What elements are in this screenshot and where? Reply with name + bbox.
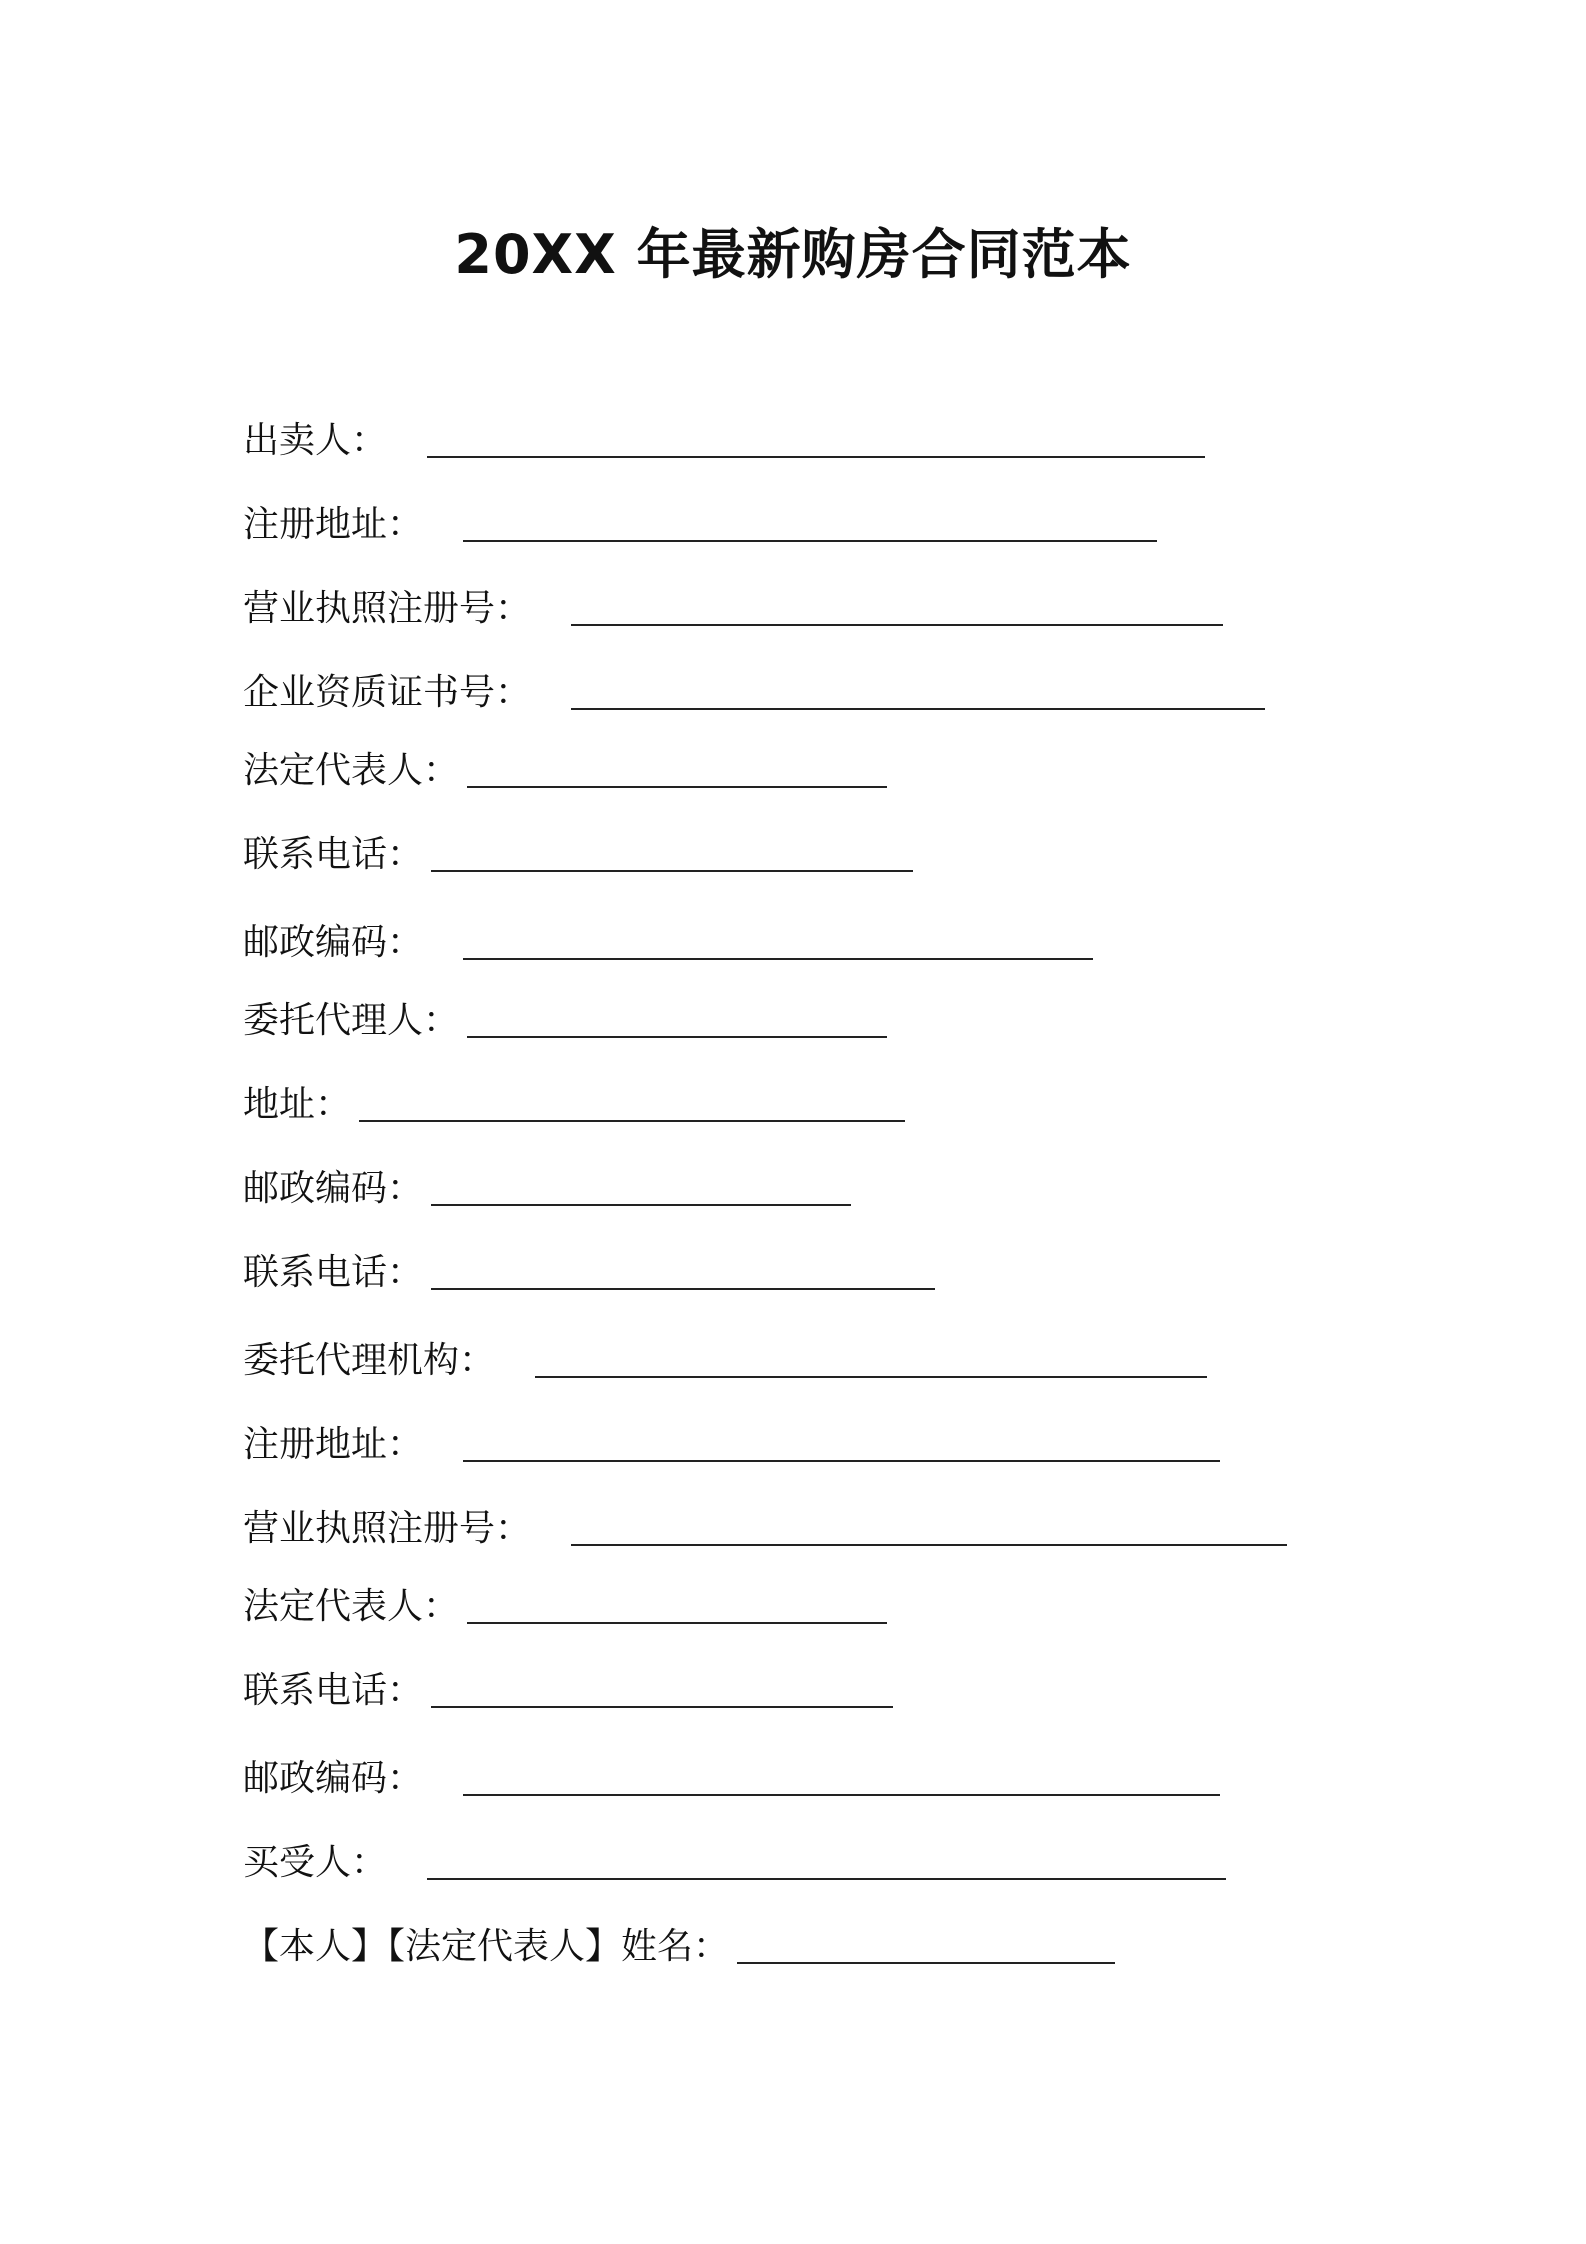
blank-line[interactable] [431,1204,851,1206]
field-label: 委托代理机构： [243,1340,496,1381]
field-postal-code [243,916,1093,970]
blank-line[interactable] [463,1460,1220,1462]
field-address [243,1078,905,1132]
field-business-license-number [243,1502,1287,1556]
field-phone [243,1664,893,1718]
field-label: 联系电话： [243,1670,424,1711]
field-label: 营业执照注册号： [243,1508,532,1549]
field-buyer [243,1836,1226,1890]
blank-line[interactable] [535,1376,1207,1378]
field-postal-code [243,1162,851,1216]
blank-line[interactable] [427,1878,1226,1880]
blank-line[interactable] [467,1036,887,1038]
field-legal-representative [243,1580,887,1634]
field-label: 企业资质证书号： [243,672,532,713]
field-label: 【本人】【法定代表人】姓名： [243,1926,730,1967]
field-label: 联系电话： [243,1252,424,1293]
blank-line[interactable] [431,870,913,872]
field-registered-address [243,1418,1220,1472]
blank-line[interactable] [737,1962,1115,1964]
field-label: 法定代表人： [243,1586,460,1627]
field-label: 邮政编码： [243,1758,424,1799]
blank-line[interactable] [467,786,887,788]
blank-line[interactable] [431,1288,935,1290]
blank-line[interactable] [467,1622,887,1624]
field-label: 注册地址： [243,1424,424,1465]
field-agency [243,1334,1207,1388]
field-registered-address [243,498,1157,552]
field-label: 法定代表人： [243,750,460,791]
field-label: 营业执照注册号： [243,588,532,629]
field-qualification-certificate-number [243,666,1265,720]
field-label: 联系电话： [243,834,424,875]
blank-line[interactable] [571,708,1265,710]
field-label: 买受人： [243,1842,388,1883]
field-postal-code [243,1752,1220,1806]
blank-line[interactable] [571,624,1223,626]
blank-line[interactable] [463,958,1093,960]
field-label: 地址： [243,1084,352,1125]
blank-line[interactable] [463,540,1157,542]
field-buyer-name [243,1920,1115,1974]
field-label: 邮政编码： [243,1168,424,1209]
blank-line[interactable] [463,1794,1220,1796]
field-label: 出卖人： [243,420,388,461]
document-title: 20XX 年最新购房合同范本 [454,223,1132,286]
field-phone [243,1246,935,1300]
blank-line[interactable] [427,456,1205,458]
blank-line[interactable] [571,1544,1287,1546]
field-legal-representative [243,744,887,798]
field-label: 委托代理人： [243,1000,460,1041]
field-business-license-number [243,582,1223,636]
blank-line[interactable] [431,1706,893,1708]
blank-line[interactable] [359,1120,905,1122]
field-seller [243,414,1205,468]
field-label: 注册地址： [243,504,424,545]
field-agent [243,994,887,1048]
field-label: 邮政编码： [243,922,424,963]
field-phone [243,828,913,882]
